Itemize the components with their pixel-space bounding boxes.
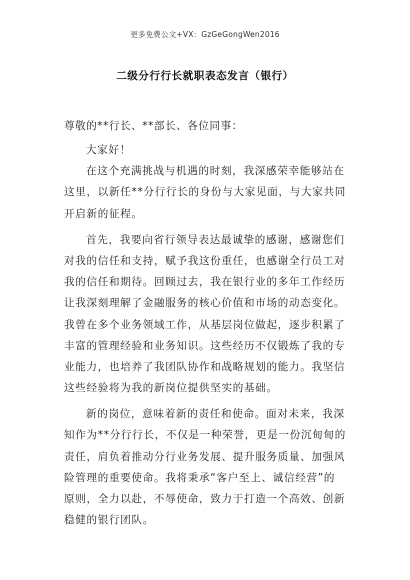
body-line: 业能力，也培养了我团队协作和战略规划的能力。我坚信 xyxy=(64,360,346,373)
body-line: 原则，全力以赴，不辱使命，致力于打造一个高效、创新 xyxy=(64,493,346,505)
body-line: 开启新的征程。 xyxy=(64,207,143,220)
body-line: 首先，我要向省行领导表达最诚挚的感谢，感谢您们 xyxy=(86,233,345,246)
document-body xyxy=(0,140,410,531)
body-line: 我曾在多个业务领域工作，从基层岗位做起，逐步积累了 xyxy=(64,318,346,331)
body-line: 知作为**分行行长，不仅是一种荣誉，更是一份沉甸甸的 xyxy=(64,429,346,442)
body-line: 稳健的银行团队。 xyxy=(64,514,154,527)
body-line: 新的岗位，意味着新的责任和使命。面对未来，我深 xyxy=(86,408,345,421)
body-line: 这里，以新任**分行行长的身份与大家见面，与大家共同 xyxy=(64,186,346,199)
header-note: 更多免费公文+VX：GzGeGongWen2016 xyxy=(130,30,280,39)
body-line: 险管理的重要使命。我将秉承“客户至上、诚信经营”的 xyxy=(64,471,336,484)
salutation: 尊敬的**行长、**部长、各位同事： xyxy=(64,120,243,132)
body-line: 我的信任和期待。回顾过去，我在银行业的多年工作经历 xyxy=(64,276,346,289)
body-line: 责任，肩负着推动分行业务发展、提升服务质量、加强风 xyxy=(64,450,346,463)
body-line: 对我的信任和支持，赋予我这份重任，也感谢全行员工对 xyxy=(64,254,346,267)
body-line: 大家好！ xyxy=(86,144,131,156)
document-title: 二级分行行长就职表态发言（银行） xyxy=(116,70,294,82)
body-line: 丰富的管理经验和业务知识。这些经历不仅锻炼了我的专 xyxy=(64,339,346,352)
body-line: 让我深刻理解了金融服务的核心价值和市场的动态变化。 xyxy=(64,297,346,310)
body-line: 在这个充满挑战与机遇的时刻，我深感荣幸能够站在 xyxy=(86,165,345,178)
body-line: 这些经验将为我的新岗位提供坚实的基础。 xyxy=(64,382,278,395)
